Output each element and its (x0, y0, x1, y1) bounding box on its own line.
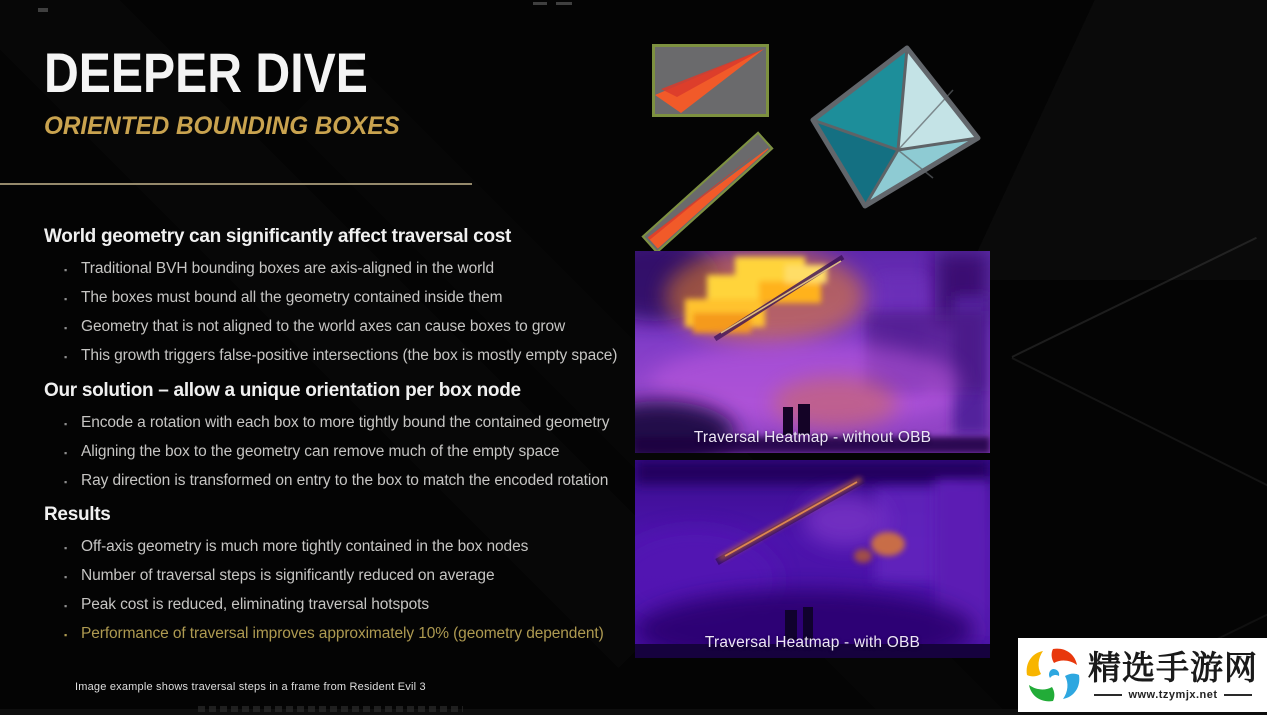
bullet-item (64, 562, 644, 591)
bullet-square-icon: ▪ (64, 323, 68, 333)
bullet-text: Number of traversal steps is significantly reduced on average (81, 567, 495, 584)
bullet-text: Encode a rotation with each box to more tightly bound the contained geometry (81, 414, 610, 431)
heatmap-caption: Traversal Heatmap - without OBB (693, 429, 932, 446)
bullet-square-icon: ▪ (64, 630, 68, 640)
heatmap-without-obb-image (635, 251, 990, 453)
heatmap-render (635, 460, 990, 658)
bullet-square-icon: ▪ (64, 294, 68, 304)
section-results (44, 502, 644, 649)
bullet-text: Peak cost is reduced, eliminating traversal hotspots (81, 596, 430, 613)
oriented-geometry-sliver-icon (644, 134, 770, 250)
heatmap-caption: Traversal Heatmap - with OBB (704, 634, 921, 651)
page-title: DEEPER DIVE (44, 41, 368, 104)
bullet-square-icon: ▪ (64, 419, 68, 429)
bullet-item (64, 409, 644, 438)
gold-divider-line (0, 183, 472, 185)
bullet-square-icon: ▪ (64, 601, 68, 611)
bullet-square-icon: ▪ (64, 448, 68, 458)
cutoff-text-artifact (198, 706, 463, 712)
bullet-text: Geometry that is not aligned to the world axes can cause boxes to grow (81, 318, 566, 335)
bullet-item-highlighted (64, 620, 644, 649)
bullet-item (64, 284, 644, 313)
watermark-text-block (1083, 650, 1263, 701)
edge-artifact (556, 2, 572, 5)
site-watermark (1018, 638, 1267, 712)
bullet-text: Performance of traversal improves approximately 10% (geometry dependent) (81, 625, 604, 642)
dash-line (1094, 694, 1122, 696)
bullet-square-icon: ▪ (64, 477, 68, 487)
bullet-text: The boxes must bound all the geometry contained inside them (81, 289, 503, 306)
obb-diagram (641, 131, 773, 253)
page-subtitle: ORIENTED BOUNDING BOXES (44, 112, 400, 140)
section-world-geometry (44, 224, 644, 371)
bullet-text: Traditional BVH bounding boxes are axis-aligned in the world (81, 260, 495, 277)
octahedron-diagram (805, 38, 985, 210)
bullet-item (64, 533, 644, 562)
bullet-item (64, 342, 644, 371)
bullet-text: Off-axis geometry is much more tightly contained in the box nodes (81, 538, 529, 555)
bullet-list (44, 409, 644, 496)
aabb-diagram (652, 44, 769, 117)
bullet-square-icon: ▪ (64, 543, 68, 553)
background-chevron-line (1012, 357, 1267, 490)
bullet-item (64, 467, 644, 496)
bullet-list (44, 255, 644, 371)
bullet-square-icon: ▪ (64, 572, 68, 582)
bullet-text: Ray direction is transformed on entry to the box to match the encoded rotation (81, 472, 609, 489)
edge-artifact (38, 8, 48, 12)
section-heading: World geometry can significantly affect traversal cost (44, 226, 512, 247)
heatmap-render (635, 251, 990, 453)
bullet-list (44, 533, 644, 649)
section-heading: Our solution – allow a unique orientation per box node (44, 380, 521, 401)
bullet-item (64, 438, 644, 467)
watermark-site-name: 精选手游网 (1088, 648, 1258, 686)
footnote: Image example shows traversal steps in a frame from Resident Evil 3 (75, 681, 426, 693)
section-heading: Results (44, 504, 111, 525)
bullet-square-icon: ▪ (64, 352, 68, 362)
bullet-item (64, 255, 644, 284)
heatmap-with-obb-image (635, 460, 990, 658)
bullet-text: Aligning the box to the geometry can remove much of the empty space (81, 443, 560, 460)
dash-line (1224, 694, 1252, 696)
section-our-solution (44, 378, 644, 496)
bullet-square-icon: ▪ (64, 265, 68, 275)
watermark-url-row (1094, 689, 1251, 701)
octahedron-icon (805, 38, 985, 210)
bullet-text: This growth triggers false-positive intersections (the box is mostly empty space) (81, 347, 618, 364)
pinwheel-logo-icon (1023, 645, 1083, 705)
bullet-item (64, 313, 644, 342)
watermark-site-url: www.tzymjx.net (1128, 688, 1218, 701)
bullet-item (64, 591, 644, 620)
background-chevron-line (1012, 237, 1257, 358)
edge-artifact (533, 2, 547, 5)
diagonal-geometry-sliver-icon (655, 47, 766, 114)
